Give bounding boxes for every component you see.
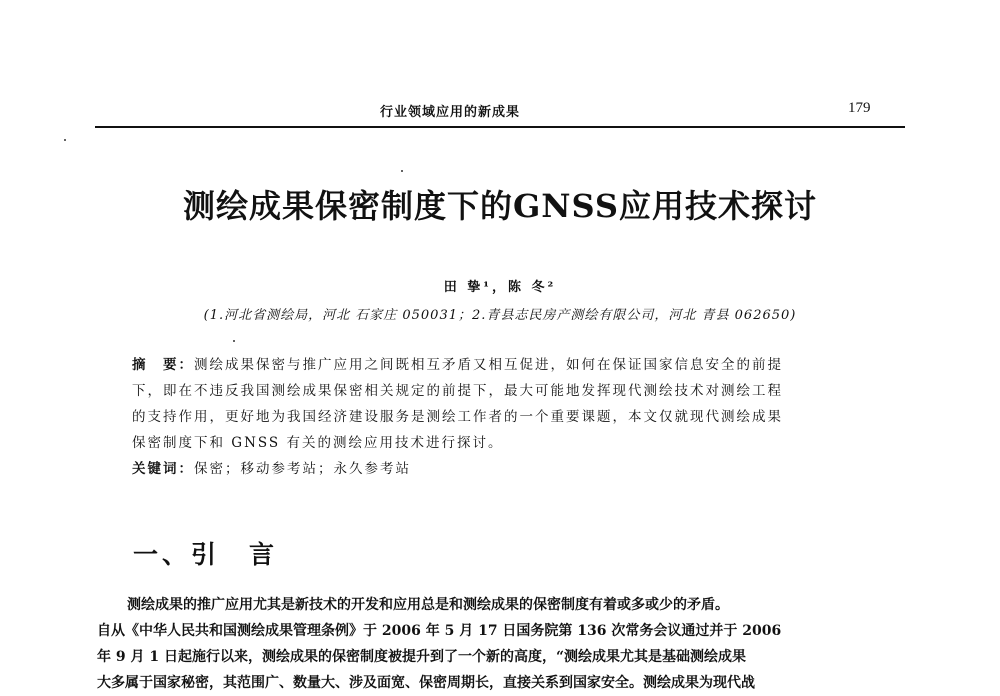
abstract-line-3: 的支持作用，更好地为我国经济建设服务是测绘工作者的一个重要课题，本文仅就现代测绘成果 (132, 409, 783, 425)
body-line-2: 自从《中华人民共和国测绘成果管理条例》于 2006 年 5 月 17 日国务院第 136 次常务会议通过并于 2006 (97, 623, 782, 639)
body-line-1: 测绘成果的推广应用尤其是新技术的开发和应用总是和测绘成果的保密制度有着或多或少的矛盾。 (127, 597, 729, 613)
abstract-line-2: 下，即在不违反我国测绘成果保密相关规定的前提下，最大可能地发挥现代测绘技术对测绘工程 (132, 383, 783, 399)
affiliation-line: (1.河北省测绘局，河北 石家庄 050031；2.青县志民房产测绘有限公司，河北 青县 062650) (203, 308, 797, 323)
body-line-3: 年 9 月 1 日起施行以来，测绘成果的保密制度被提升到了一个新的高度，“测绘成果尤其是基础测绘成果 (97, 649, 747, 665)
running-head: 行业领域应用的新成果 (380, 105, 521, 120)
keywords-line (132, 457, 872, 477)
paper-title: 测绘成果保密制度下的GNSS应用技术探讨 (182, 187, 818, 225)
scan-speck (233, 340, 235, 342)
page-number: 179 (848, 100, 871, 116)
scan-speck (64, 139, 66, 141)
body-line-4: 大多属于国家秘密，其范围广、数量大、涉及面宽、保密周期长，直接关系到国家安全。测绘成果为现代战 (97, 675, 755, 691)
abstract-text: 测绘成果保密与推广应用之间既相互矛盾又相互促进，如何在保证国家信息安全的前提 (194, 357, 783, 373)
abstract-line-1 (132, 352, 872, 378)
keywords-label: 关键词： (132, 461, 194, 477)
section-heading: 一、引 言 (133, 540, 279, 569)
header-rule (95, 126, 905, 128)
body-paragraph (97, 592, 907, 696)
abstract-label: 摘 要： (132, 357, 194, 373)
abstract-block (132, 352, 872, 456)
keywords-text: 保密；移动参考站；永久参考站 (194, 461, 411, 477)
abstract-line-4: 保密制度下和 GNSS 有关的测绘应用技术进行探讨。 (132, 435, 504, 451)
scan-speck (401, 170, 403, 172)
author-line: 田 挚¹，陈 冬² (443, 280, 557, 295)
